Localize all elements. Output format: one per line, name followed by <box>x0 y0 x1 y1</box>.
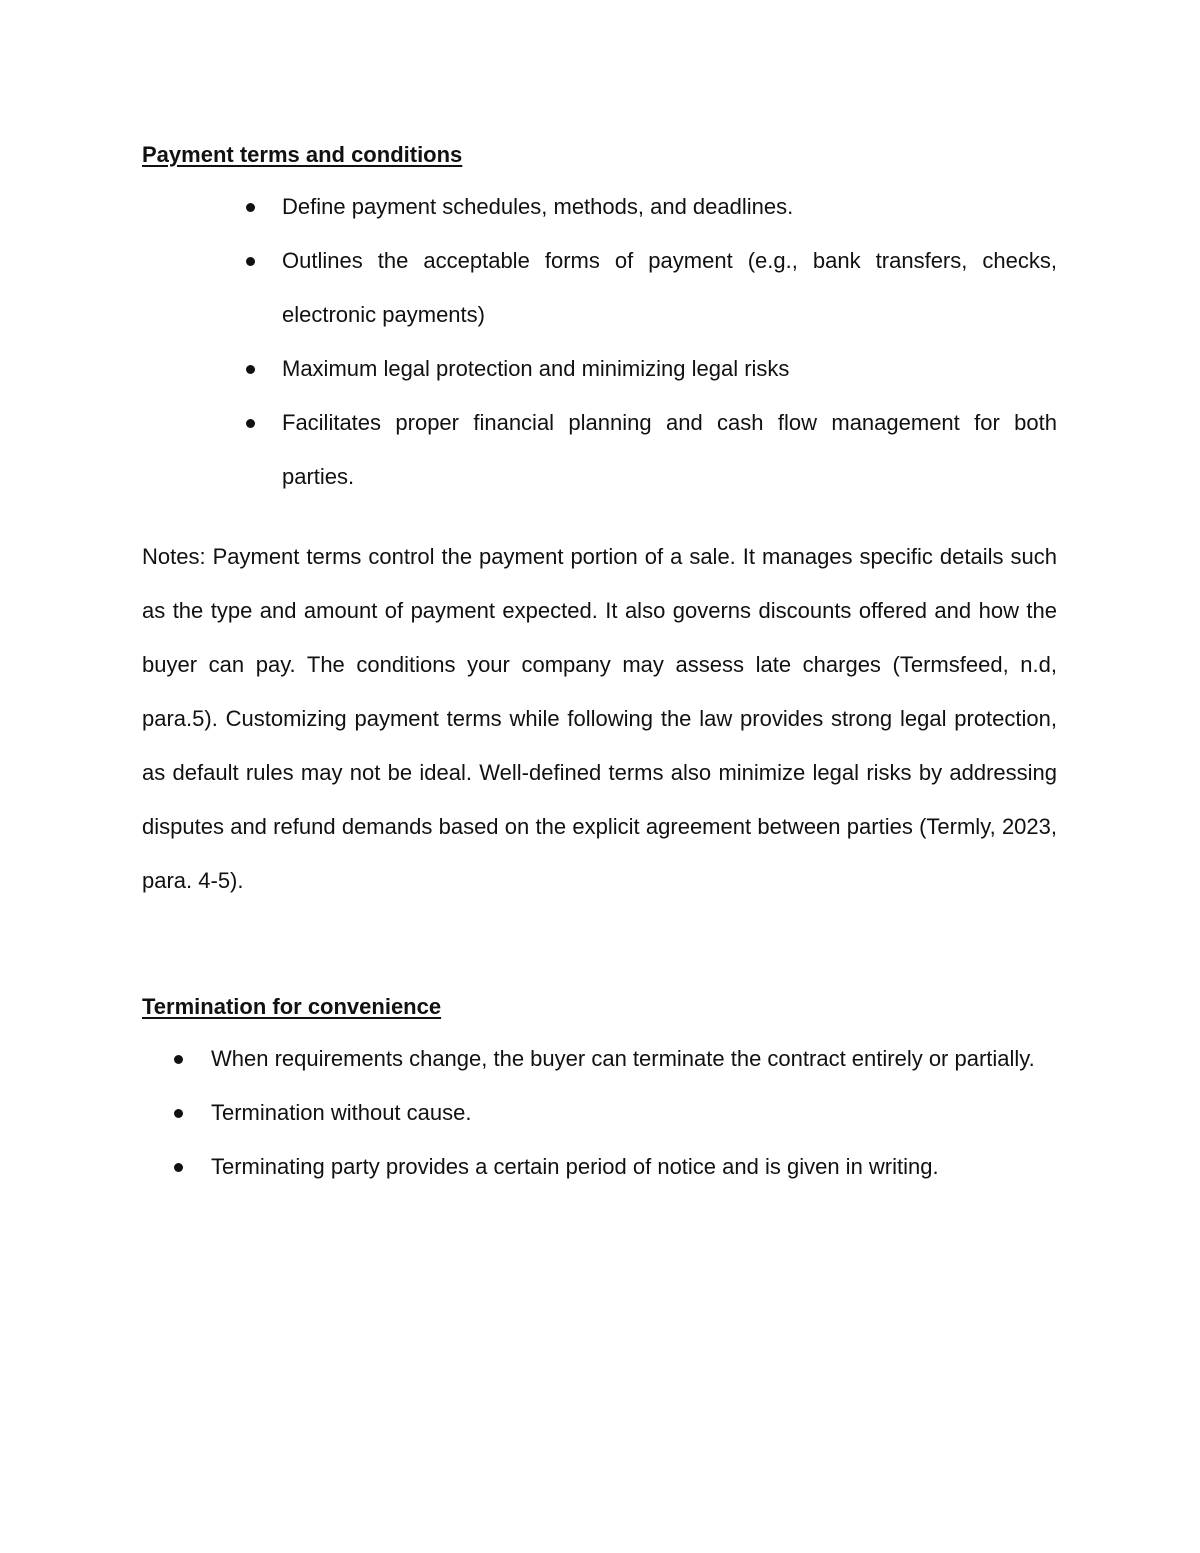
termination-heading: Termination for convenience <box>142 994 442 1019</box>
payment-terms-list <box>142 180 1057 504</box>
section-spacer <box>142 908 1057 990</box>
document-content <box>142 138 1057 1194</box>
payment-terms-heading: Payment terms and conditions <box>142 142 463 167</box>
list-item-text: Maximum legal protection and minimizing legal risks <box>282 356 790 381</box>
list-item-text: Facilitates proper financial planning and cash flow management for both parties. <box>282 410 1057 489</box>
list-item <box>142 396 1057 504</box>
list-item <box>142 1086 1057 1140</box>
list-item-text: Terminating party provides a certain period of notice and is given in writing. <box>211 1154 939 1179</box>
list-item <box>142 1032 1057 1086</box>
list-item <box>142 234 1057 342</box>
payment-notes-paragraph: Notes: Payment terms control the payment portion of a sale. It manages specific details such as the type and amount of payment expected. It also governs discounts offered and how the buyer can pay. The conditions your company may assess late charges (Termsfeed, n.d, para.5). Customizing payment terms while following the law provides strong legal protection, as default rules may not be ideal. Well-defined terms also minimize legal risks by addressing disputes and refund demands based on the explicit agreement between parties (Termly, 2023, para. 4-5). <box>142 544 1057 893</box>
list-item-text: When requirements change, the buyer can terminate the contract entirely or partially. <box>211 1046 1035 1071</box>
list-item <box>142 342 1057 396</box>
list-item-text: Define payment schedules, methods, and deadlines. <box>282 194 794 219</box>
list-item-text: Outlines the acceptable forms of payment (e.g., bank transfers, checks, electronic payments) <box>282 248 1057 327</box>
termination-list <box>142 1032 1057 1194</box>
list-item-text: Termination without cause. <box>211 1100 472 1125</box>
list-item <box>142 1140 1057 1194</box>
list-item <box>142 180 1057 234</box>
